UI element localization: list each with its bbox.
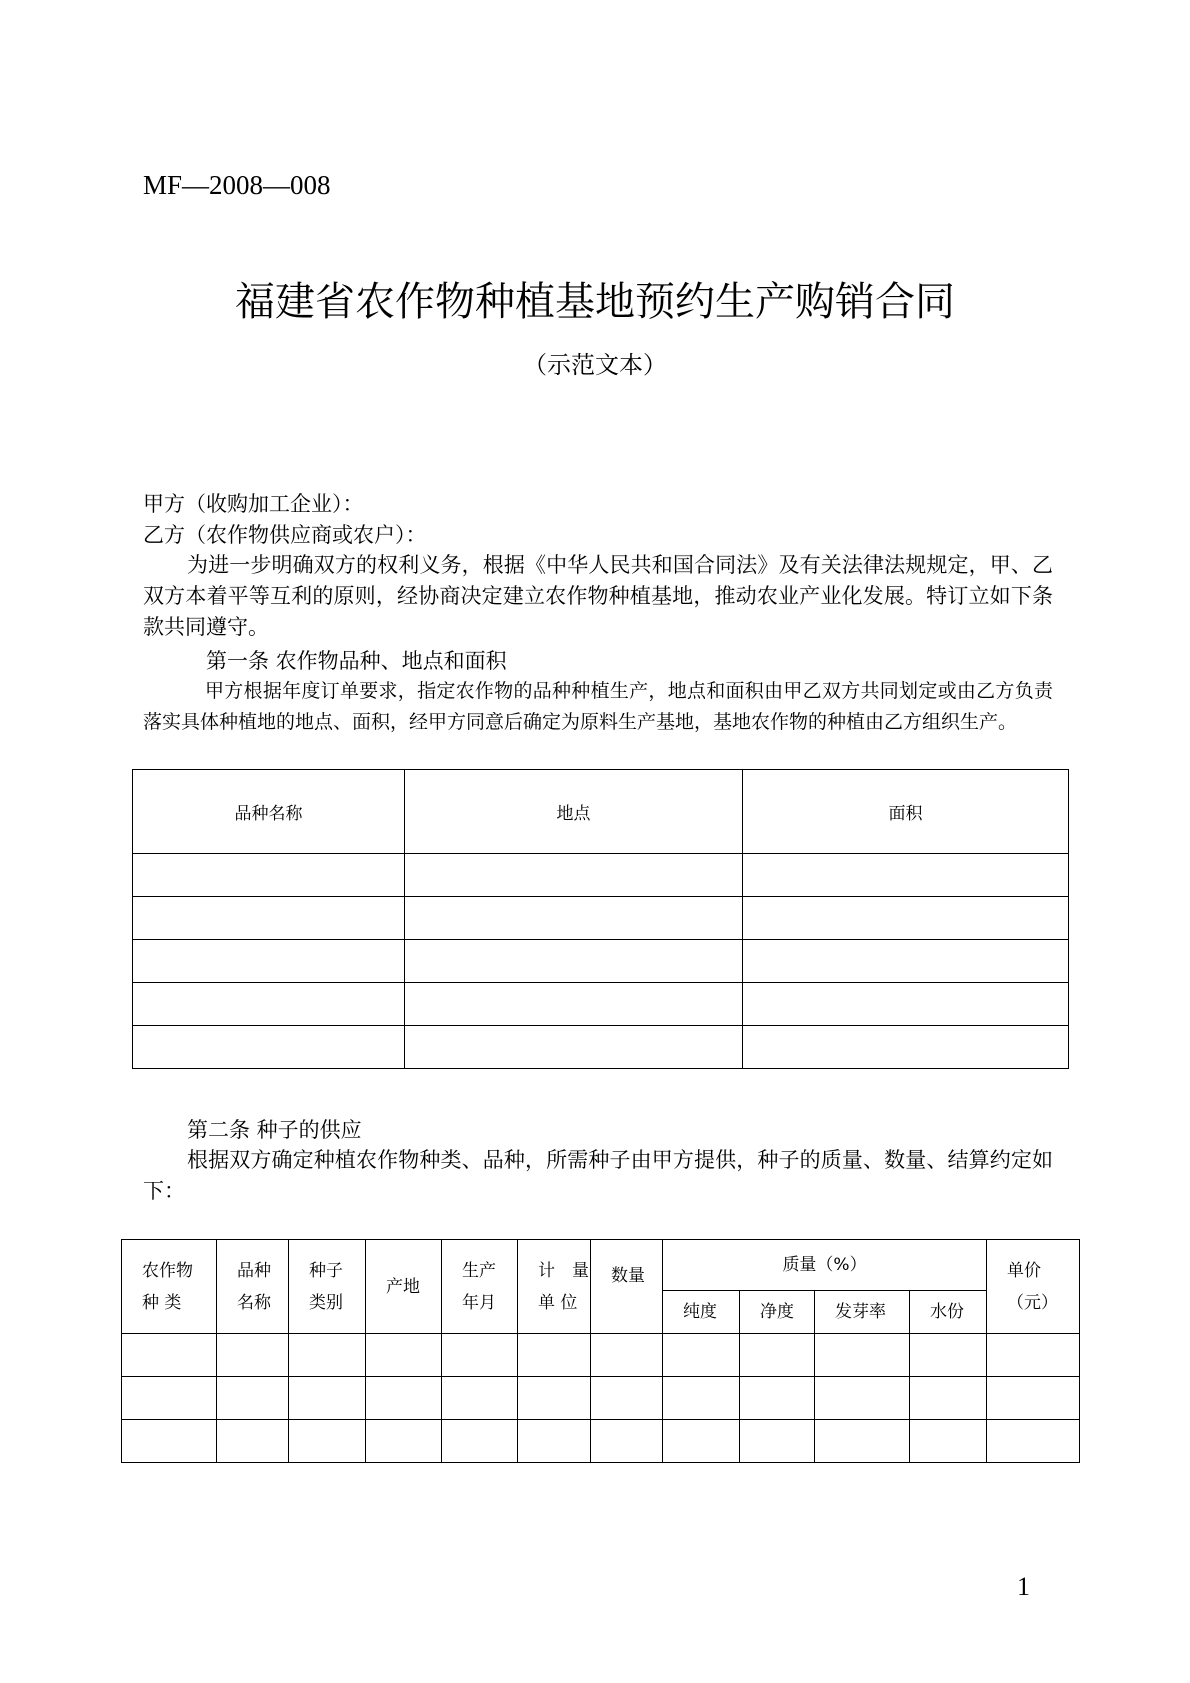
header-variety-name: 品种名称 [133, 770, 405, 854]
table-cell[interactable] [910, 1334, 987, 1377]
variety-location-area-table [132, 769, 1069, 1069]
table-cell[interactable] [133, 983, 405, 1026]
header-unit-price [987, 1240, 1080, 1334]
table-cell[interactable] [289, 1377, 366, 1420]
table-cell[interactable] [405, 1026, 743, 1069]
table-cell[interactable] [987, 1334, 1080, 1377]
table-cell[interactable] [591, 1420, 663, 1463]
table-cell[interactable] [442, 1334, 518, 1377]
table-cell[interactable] [289, 1334, 366, 1377]
table-cell[interactable] [518, 1334, 591, 1377]
table-cell[interactable] [217, 1420, 289, 1463]
header-location: 地点 [405, 770, 743, 854]
table-cell[interactable] [518, 1420, 591, 1463]
table-cell[interactable] [743, 940, 1069, 983]
document-code: MF—2008—008 [143, 170, 331, 200]
header-variety-name-label: 品种 名称 [237, 1260, 271, 1313]
table-cell[interactable] [740, 1334, 815, 1377]
table-cell[interactable] [910, 1420, 987, 1463]
table-cell[interactable] [442, 1420, 518, 1463]
header-crop-type [122, 1240, 217, 1334]
table-row [133, 940, 1069, 983]
contract-subtitle: （示范文本） [523, 351, 667, 379]
header-moisture: 水份 [910, 1291, 987, 1334]
table-cell[interactable] [987, 1420, 1080, 1463]
table-cell[interactable] [122, 1377, 217, 1420]
table-row [133, 983, 1069, 1026]
table-cell[interactable] [743, 854, 1069, 897]
header-cleanliness: 净度 [740, 1291, 815, 1334]
header-area: 面积 [743, 770, 1069, 854]
table-row [122, 1334, 1080, 1377]
party-b-label: 乙方（农作物供应商或农户）： [143, 523, 427, 547]
table-header-row [133, 770, 1069, 854]
table-cell[interactable] [663, 1377, 740, 1420]
table-cell[interactable] [133, 897, 405, 940]
table-cell[interactable] [740, 1420, 815, 1463]
header-purity: 纯度 [663, 1291, 740, 1334]
table-cell[interactable] [743, 1026, 1069, 1069]
table-cell[interactable] [405, 983, 743, 1026]
header-unit [518, 1240, 591, 1334]
table-cell[interactable] [122, 1334, 217, 1377]
header-unit-label: 计 量 单 位 [538, 1260, 589, 1313]
table-header-row [122, 1240, 1080, 1291]
header-production-date-label: 生产 年月 [462, 1260, 496, 1313]
header-germination-rate: 发芽率 [815, 1291, 910, 1334]
header-quality-group: 质量（%） [663, 1240, 987, 1291]
header-unit-price-label: 单价 （元） [1007, 1260, 1059, 1313]
header-quantity: 数量 [591, 1240, 663, 1334]
table-cell[interactable] [366, 1420, 442, 1463]
table-cell[interactable] [743, 983, 1069, 1026]
seed-supply-table [121, 1239, 1080, 1463]
intro-paragraph: 为进一步明确双方的权利义务，根据《中华人民共和国合同法》及有关法律法规规定，甲、乙双方本着平等互利的原则，经协商决定建立农作物种植基地，推动农业产业化发展。特订立如下条款共同遵守。 [143, 553, 1053, 639]
table-row [133, 854, 1069, 897]
article2-heading: 第二条 种子的供应 [187, 1118, 362, 1142]
page-number: 1 [1017, 1572, 1030, 1601]
header-seed-class-label: 种子 类别 [309, 1260, 343, 1313]
article1-text: 甲方根据年度订单要求，指定农作物的品种种植生产，地点和面积由甲乙双方共同划定或由乙方负责落实具体种植地的地点、面积，经甲方同意后确定为原料生产基地，基地农作物的种植由乙方组织生产。 [143, 680, 1053, 733]
table-cell[interactable] [217, 1377, 289, 1420]
table-cell[interactable] [663, 1334, 740, 1377]
header-origin: 产地 [366, 1240, 442, 1334]
table-row [133, 897, 1069, 940]
table-row [133, 1026, 1069, 1069]
table-cell[interactable] [405, 897, 743, 940]
table-cell[interactable] [289, 1420, 366, 1463]
header-seed-class [289, 1240, 366, 1334]
table-cell[interactable] [740, 1377, 815, 1420]
article1-heading: 第一条 农作物品种、地点和面积 [206, 649, 507, 673]
table-cell[interactable] [366, 1334, 442, 1377]
article2-text: 根据双方确定种植农作物种类、品种，所需种子由甲方提供，种子的质量、数量、结算约定如下： [143, 1148, 1053, 1203]
table-cell[interactable] [815, 1420, 910, 1463]
table-cell[interactable] [405, 854, 743, 897]
table-cell[interactable] [591, 1334, 663, 1377]
table-cell[interactable] [405, 940, 743, 983]
table-cell[interactable] [743, 897, 1069, 940]
header-variety-name [217, 1240, 289, 1334]
table-cell[interactable] [217, 1334, 289, 1377]
party-a-label: 甲方（收购加工企业）： [143, 492, 364, 516]
header-production-date [442, 1240, 518, 1334]
table-row [122, 1377, 1080, 1420]
table-cell[interactable] [366, 1377, 442, 1420]
table-cell[interactable] [815, 1334, 910, 1377]
table-cell[interactable] [133, 1026, 405, 1069]
table-cell[interactable] [987, 1377, 1080, 1420]
table-cell[interactable] [442, 1377, 518, 1420]
table-cell[interactable] [518, 1377, 591, 1420]
header-crop-type-label: 农作物 种 类 [142, 1260, 193, 1313]
table-cell[interactable] [815, 1377, 910, 1420]
table-cell[interactable] [133, 854, 405, 897]
table-row [122, 1420, 1080, 1463]
table-cell[interactable] [591, 1377, 663, 1420]
table-cell[interactable] [122, 1420, 217, 1463]
table-cell[interactable] [133, 940, 405, 983]
table-cell[interactable] [663, 1420, 740, 1463]
table-cell[interactable] [910, 1377, 987, 1420]
contract-title: 福建省农作物种植基地预约生产购销合同 [235, 279, 955, 325]
